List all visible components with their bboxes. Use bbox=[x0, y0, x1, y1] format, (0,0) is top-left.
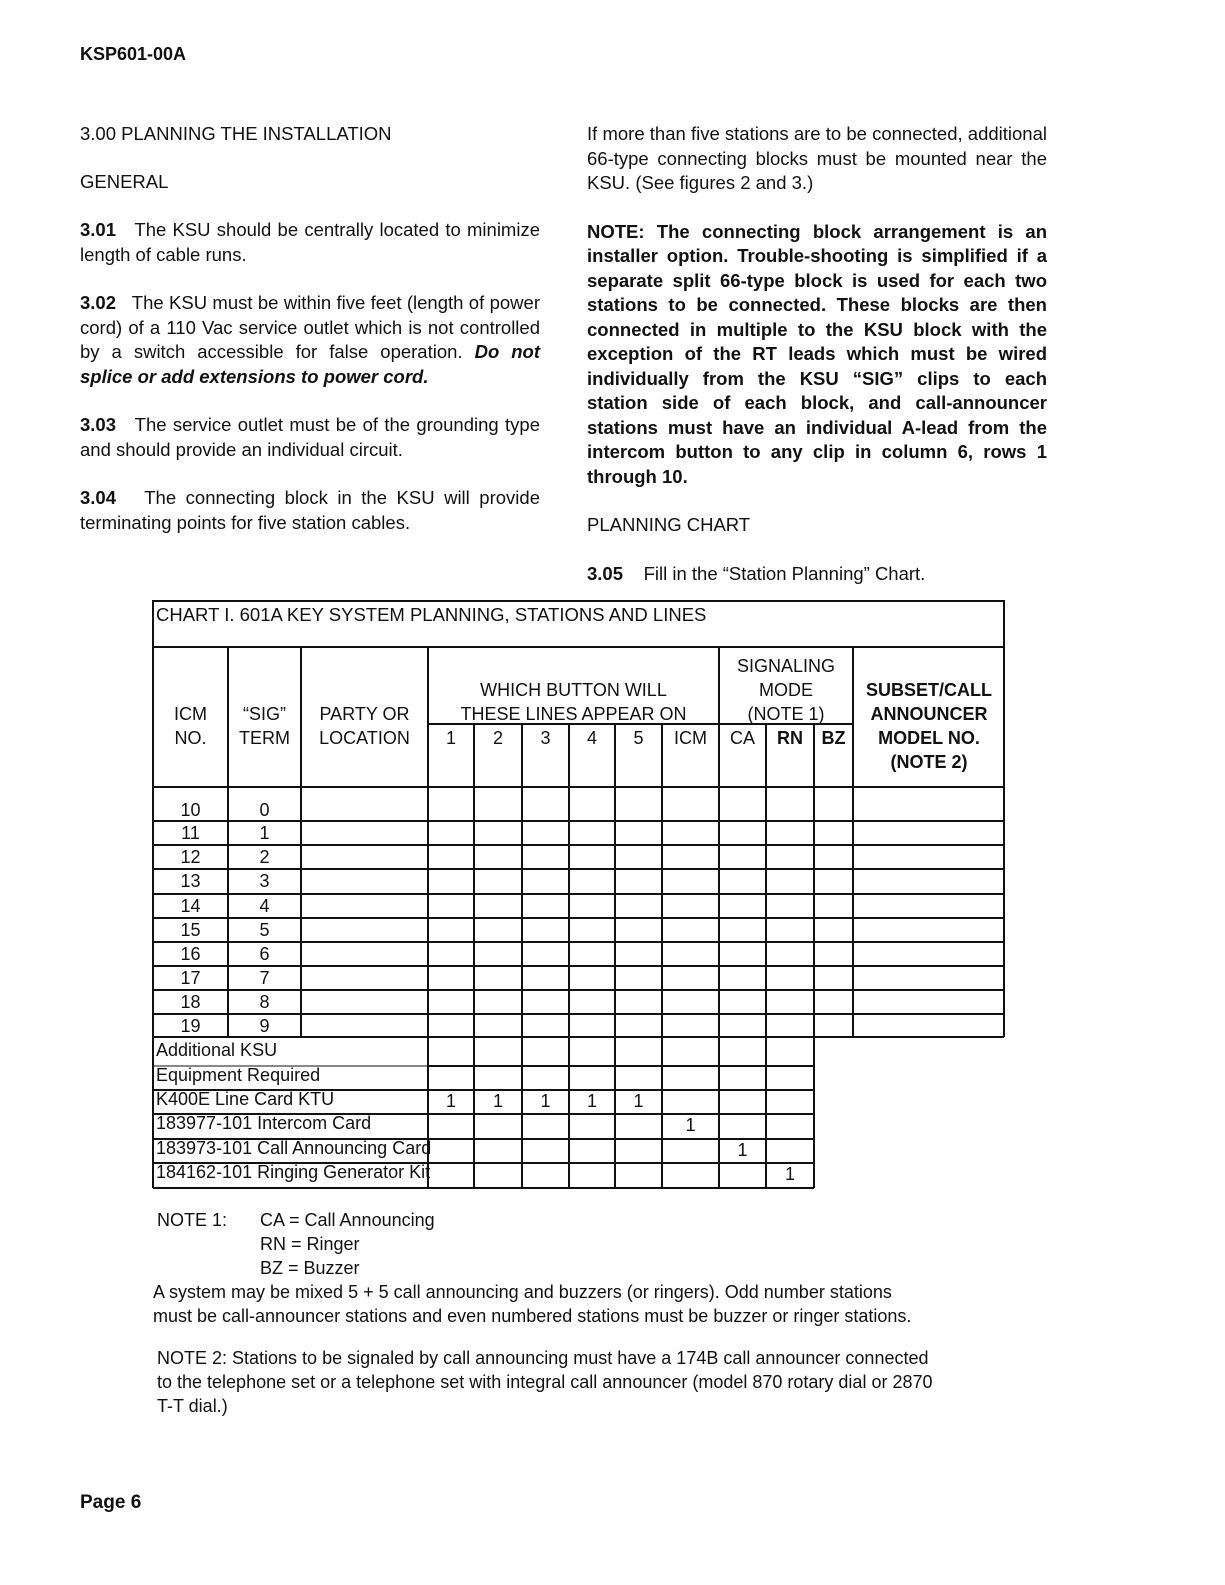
document-id: KSP601-00A bbox=[80, 44, 187, 64]
line-card-qty-1: 1 bbox=[445, 1091, 456, 1111]
page-number: Page 6 bbox=[80, 1492, 142, 1513]
paragraph-number: 3.02 bbox=[80, 292, 117, 313]
sig-term: 7 bbox=[259, 968, 270, 988]
ringing-generator-qty: 1 bbox=[784, 1164, 795, 1184]
icm-number: 19 bbox=[180, 1016, 201, 1036]
icm-number: 15 bbox=[180, 920, 201, 940]
header-mode: MODE bbox=[759, 680, 813, 700]
section-heading: 3.00 PLANNING THE INSTALLATION bbox=[80, 123, 392, 144]
paragraph-3-01 bbox=[80, 218, 540, 267]
paragraph-intro: If more than five stations are to be connected, additional 66-type connecting blocks must be mounted near the KSU. (See figures 2 and 3.) bbox=[587, 123, 1047, 193]
paragraph-3-02 bbox=[80, 291, 540, 389]
paragraph-number: 3.01 bbox=[80, 219, 117, 240]
paragraph-3-03 bbox=[80, 413, 540, 462]
planning-chart-heading: PLANNING CHART bbox=[587, 514, 751, 535]
header-which-button: WHICH BUTTON WILL bbox=[480, 680, 667, 700]
note-1-rn: RN = Ringer bbox=[260, 1234, 360, 1254]
sig-term: 1 bbox=[259, 823, 270, 843]
chart-title: CHART I. 601A KEY SYSTEM PLANNING, STATIONS AND LINES bbox=[156, 604, 707, 625]
line-card-qty-2: 1 bbox=[492, 1091, 503, 1111]
sig-term: 4 bbox=[259, 896, 270, 916]
equipment-required-label: Equipment Required bbox=[156, 1065, 321, 1085]
header-button-1: 1 bbox=[445, 728, 456, 748]
header-button-2: 2 bbox=[492, 728, 503, 748]
header-button-5: 5 bbox=[633, 728, 644, 748]
call-announcing-qty: 1 bbox=[737, 1140, 748, 1160]
left-column bbox=[80, 122, 540, 535]
sig-term: 2 bbox=[259, 847, 270, 867]
header-party: PARTY OR bbox=[319, 704, 410, 724]
planning-chart bbox=[152, 600, 1005, 1190]
icm-number: 18 bbox=[180, 992, 201, 1012]
ringing-generator-label: 184162-101 Ringing Generator Kit bbox=[156, 1162, 431, 1182]
icm-number: 11 bbox=[181, 823, 200, 843]
paragraph-text: The KSU must be within five feet (length of power cord) of a 110 Vac service outlet which is not controlled by a switch accessible for false operation. bbox=[80, 292, 540, 362]
note-1-label: NOTE 1: bbox=[157, 1210, 228, 1230]
header-note-2: (NOTE 2) bbox=[890, 752, 968, 772]
line-card-label: K400E Line Card KTU bbox=[156, 1089, 335, 1109]
sig-term: 0 bbox=[259, 800, 270, 820]
header-ca: CA bbox=[729, 728, 755, 748]
sig-term: 6 bbox=[259, 944, 270, 964]
paragraph-number: 3.03 bbox=[80, 414, 117, 435]
intercom-card-qty: 1 bbox=[685, 1115, 696, 1135]
header-announcer: ANNOUNCER bbox=[870, 704, 988, 724]
header-subset: SUBSET/CALL bbox=[866, 680, 992, 700]
additional-ksu-label: Additional KSU bbox=[156, 1040, 278, 1060]
paragraph-number: 3.04 bbox=[80, 487, 117, 508]
paragraph-emphasis: Do not splice or add extensions to power cord. bbox=[80, 341, 541, 387]
icm-number: 10 bbox=[180, 800, 201, 820]
paragraph-text: The connecting block in the KSU will provide terminating points for five station cables. bbox=[80, 487, 540, 533]
note-1-bz: BZ = Buzzer bbox=[260, 1258, 360, 1278]
sig-term: 9 bbox=[259, 1016, 270, 1036]
paragraph-text: The KSU should be centrally located to minimize length of cable runs. bbox=[80, 219, 540, 265]
line-card-qty-4: 1 bbox=[586, 1091, 597, 1111]
icm-number: 12 bbox=[180, 847, 201, 867]
icm-number: 14 bbox=[180, 896, 201, 916]
subheading-general: GENERAL bbox=[80, 171, 169, 192]
line-card-qty-5: 1 bbox=[633, 1091, 644, 1111]
sig-term: 8 bbox=[259, 992, 270, 1012]
note-1-ca: CA = Call Announcing bbox=[260, 1210, 435, 1230]
header-button-4: 4 bbox=[586, 728, 597, 748]
sig-term: 5 bbox=[259, 920, 270, 940]
header-rn: RN bbox=[777, 728, 803, 748]
paragraph-text: Fill in the “Station Planning” Chart. bbox=[643, 562, 926, 584]
installer-note: NOTE: The connecting block arrangement is an installer option. Trouble-shooting is simplified if a separate split 66-type block is used for each two stations to be connected. These blocks are then connected in multiple to the KSU block with the exception of the RT leads which must be wired individually from the KSU “SIG” clips to each station side of each block, and call-announcer stations must have an individual A-lead from the intercom button to any clip in column 6, rows 1 through 10. bbox=[587, 220, 1047, 487]
header-button-3: 3 bbox=[540, 728, 551, 748]
paragraph-3-05 bbox=[587, 562, 1047, 587]
line-card-qty-3: 1 bbox=[540, 1091, 551, 1111]
note-2-text: NOTE 2: Stations to be signaled by call announcing must have a 174B call announcer connected to the telephone set or a telephone set with integral call announcer (model 870 rotary dial or 2870 T-T dial.) bbox=[157, 1348, 933, 1416]
note-1-text: A system may be mixed 5 + 5 call announcing and buzzers (or ringers). Odd number stations must be call-announcer stations and even numbered stations must be buzzer or ringer stations. bbox=[153, 1282, 912, 1326]
icm-number: 13 bbox=[180, 871, 201, 891]
header-button-icm: ICM bbox=[674, 728, 707, 748]
paragraph-number: 3.05 bbox=[587, 562, 624, 584]
header-lines-appear: THESE LINES APPEAR ON bbox=[460, 704, 687, 724]
intercom-card-label: 183977-101 Intercom Card bbox=[156, 1113, 372, 1133]
call-announcing-card-label: 183973-101 Call Announcing Card bbox=[156, 1138, 432, 1158]
header-sig: “SIG” bbox=[243, 704, 286, 724]
right-column bbox=[587, 122, 1047, 586]
paragraph-text: The service outlet must be of the grounding type and should provide an individual circuit. bbox=[80, 414, 540, 460]
paragraph-3-04 bbox=[80, 486, 540, 535]
header-signaling: SIGNALING bbox=[736, 656, 836, 676]
chart-notes bbox=[153, 1208, 957, 1418]
header-sig-term: TERM bbox=[239, 728, 290, 748]
icm-number: 16 bbox=[180, 944, 201, 964]
icm-number: 17 bbox=[180, 968, 201, 988]
sig-term: 3 bbox=[259, 871, 270, 891]
header-location: LOCATION bbox=[319, 728, 410, 748]
header-icm: ICM bbox=[174, 704, 207, 724]
note-1-legend bbox=[157, 1208, 957, 1280]
header-icm-no: NO. bbox=[174, 728, 207, 748]
header-bz: BZ bbox=[821, 728, 846, 748]
header-model-no: MODEL NO. bbox=[878, 728, 980, 748]
header-note-1: (NOTE 1) bbox=[747, 704, 825, 724]
